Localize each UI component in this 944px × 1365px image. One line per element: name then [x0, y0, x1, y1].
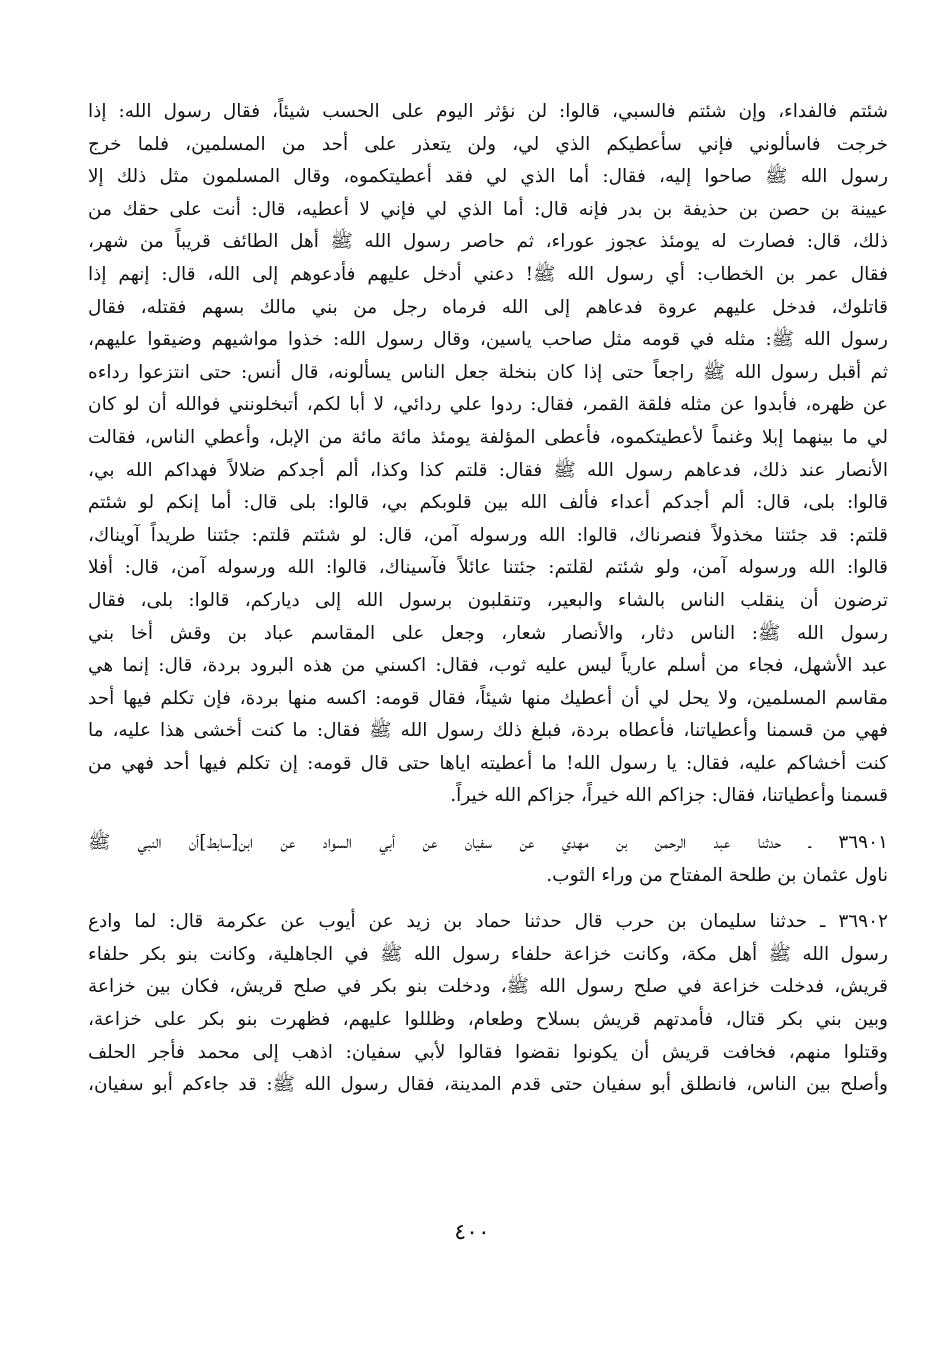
- text-line: قاتلوك، فدخل عليهم عروة فدعاهم إلى الله فرماه رجل من بني مالك بسهم فقتله، فقال: [88, 296, 888, 318]
- text-line: قالوا: الله ورسوله آمن، ولو شئتم لقلتم: جئتنا عائلاً فآسيناك، قالوا: الله ورسوله آمن، قال: أفلا: [88, 557, 888, 579]
- text-line: وقتلوا منهم، فخافت قريش أن يكونوا نقضوا فقالوا لأبي سفيان: اذهب إلى محمد فأجر الحلف: [88, 1041, 888, 1063]
- text-line: لي ما بينهما إبلا وغنماً لأعطيتكموه، فأعطى المؤلفة يومئذ مائة مائة من الإبل، وأعطي الناس، فقالت: [88, 426, 888, 448]
- hadith-36901: [88, 827, 888, 892]
- page-number: ٤٠٠: [454, 1220, 490, 1245]
- text-line: فقال عمر بن الخطاب: أي رسول الله ﷺ! دعني أدخل عليهم فأدعوهم إلى الله، قال: إنهم إذا: [88, 263, 888, 285]
- text-line: فهي من قسمنا وأعطياتنا، فأعطاه بردة، فبلغ ذلك رسول الله ﷺ فقال: ما كنت أخشى هذا عليه، ما: [88, 720, 888, 742]
- text-line: شئتم فالفداء، وإن شئتم فالسبي، قالوا: لن نؤثر اليوم على الحسب شيئاً، فقال رسول الله: إذا: [88, 101, 888, 122]
- text-line: وبين بني بكر قتال، فأمدتهم قريش بسلاح وطعام، وظللوا عليهم، فظهرت بنو بكر على خزاعة،: [88, 1009, 888, 1031]
- text-line: مقاسم المسلمين، ولا يحل لي أن أعطيك منها شيئاً، فقال قومه: اكسه منها بردة، فإن تكلم فيها أحد: [88, 687, 888, 709]
- text-line: ذلك، قال: فصارت له يومئذ عجوز عوراء، ثم حاصر رسول الله ﷺ أهل الطائف قريباً من شهر،: [88, 231, 888, 253]
- text-line: قسمنا وأعطياتنا، فقال: جزاكم الله خيراً، جزاكم الله خيراً.: [450, 785, 888, 807]
- text-line: عن ظهره، فأبدوا عن مثله فلقة القمر، فقال: ردوا علي ردائي، لا أبا لكم، أتبخلونني فوالله أن لو كان: [88, 394, 888, 416]
- text-line: ٣٦٩٠٢ ـ حدثنا سليمان بن حرب قال حدثنا حماد بن زيد عن أيوب عن عكرمة قال: لما وادع: [88, 911, 888, 933]
- text-line: رسول الله ﷺ: مثله في قومه مثل صاحب ياسين، وقال رسول الله: خذوا مواشيهم وضيقوا عليهم،: [88, 329, 888, 351]
- text-line: ٣٦٩٠١ ـ حدثنا عبد الرحمن بن مهدي عن سفيان عن أبي السواد عن ابن[سابط]أن النبي ﷺ: [88, 832, 888, 854]
- text-line: قلتم: قد جئتنا مخذولاً فنصرناك، قالوا: الله ورسوله آمن، قال: لو شئتم قلتم: جئتنا طريداً آويناك،: [88, 524, 888, 546]
- text-line: ثم أقبل رسول الله ﷺ راجعاً حتى إذا كان بنخلة جعل الناس يسألونه، قال أنس: حتى انتزعوا رداءه: [88, 361, 888, 383]
- text-line: كنت أخشاكم عليه، فقال: يا رسول الله! ما أعطيته اياها حتى قال قومه: إن تكلم فيها أحد فهي من: [88, 752, 888, 774]
- text-line: رسول الله ﷺ صاحوا إليه، فقال: أما الذي لي فقد أعطيتكموه، وقال المسلمون مثل ذلك إلا: [88, 166, 888, 188]
- text-line: عيينة بن حصن بن حذيفة بن بدر فإنه قال: أما الذي لي فإني لا أعطيه، قال: أنت على حقك من: [88, 198, 888, 220]
- text-line: رسول الله ﷺ أهل مكة، وكانت خزاعة حلفاء رسول الله ﷺ في الجاهلية، وكانت بنو بكر حلفاء: [88, 943, 888, 965]
- text-line: ناول عثمان بن طلحة المفتاح من وراء الثوب.: [546, 864, 888, 886]
- text-line: قريش، فدخلت خزاعة في صلح رسول الله ﷺ، ودخلت بنو بكر في صلح قريش، فكان بين خزاعة: [88, 976, 888, 998]
- text-line: الأنصار عند ذلك، فدعاهم رسول الله ﷺ فقال: قلتم كذا وكذا، ألم أجدكم ضلالاً فهداكم الله بي،: [88, 459, 888, 481]
- paragraph-continuation: [88, 96, 888, 813]
- text-line: قالوا: بلى، قال: ألم أجدكم أعداء فألف الله بين قلوبكم بي، قالوا: بلى قال: أما إنكم لو شئتم: [88, 492, 888, 514]
- text-line: عبد الأشهل، فجاء من أسلم عارياً ليس عليه ثوب، فقال: اكسني من هذه البرود بردة، قال: إنما هي: [88, 655, 888, 677]
- page-text: [88, 96, 888, 1102]
- text-line: وأصلح بين الناس، فانطلق أبو سفيان حتى قدم المدينة، فقال رسول الله ﷺ: قد جاءكم أبو سفيان،: [88, 1074, 888, 1096]
- text-line: خرجت فاسألوني فإني سأعطيكم الذي لي، ولن يتعذر على أحد من المسلمين، فلما خرج: [88, 133, 888, 155]
- text-line: رسول الله ﷺ: الناس دثار، والأنصار شعار، وجعل على المقاسم عباد بن وقش أخا بني: [88, 622, 888, 644]
- hadith-36902: [88, 906, 888, 1102]
- text-line: ترضون أن ينقلب الناس بالشاء والبعير، وتنقلبون برسول الله إلى دياركم، قالوا: بلى، فقال: [88, 589, 888, 611]
